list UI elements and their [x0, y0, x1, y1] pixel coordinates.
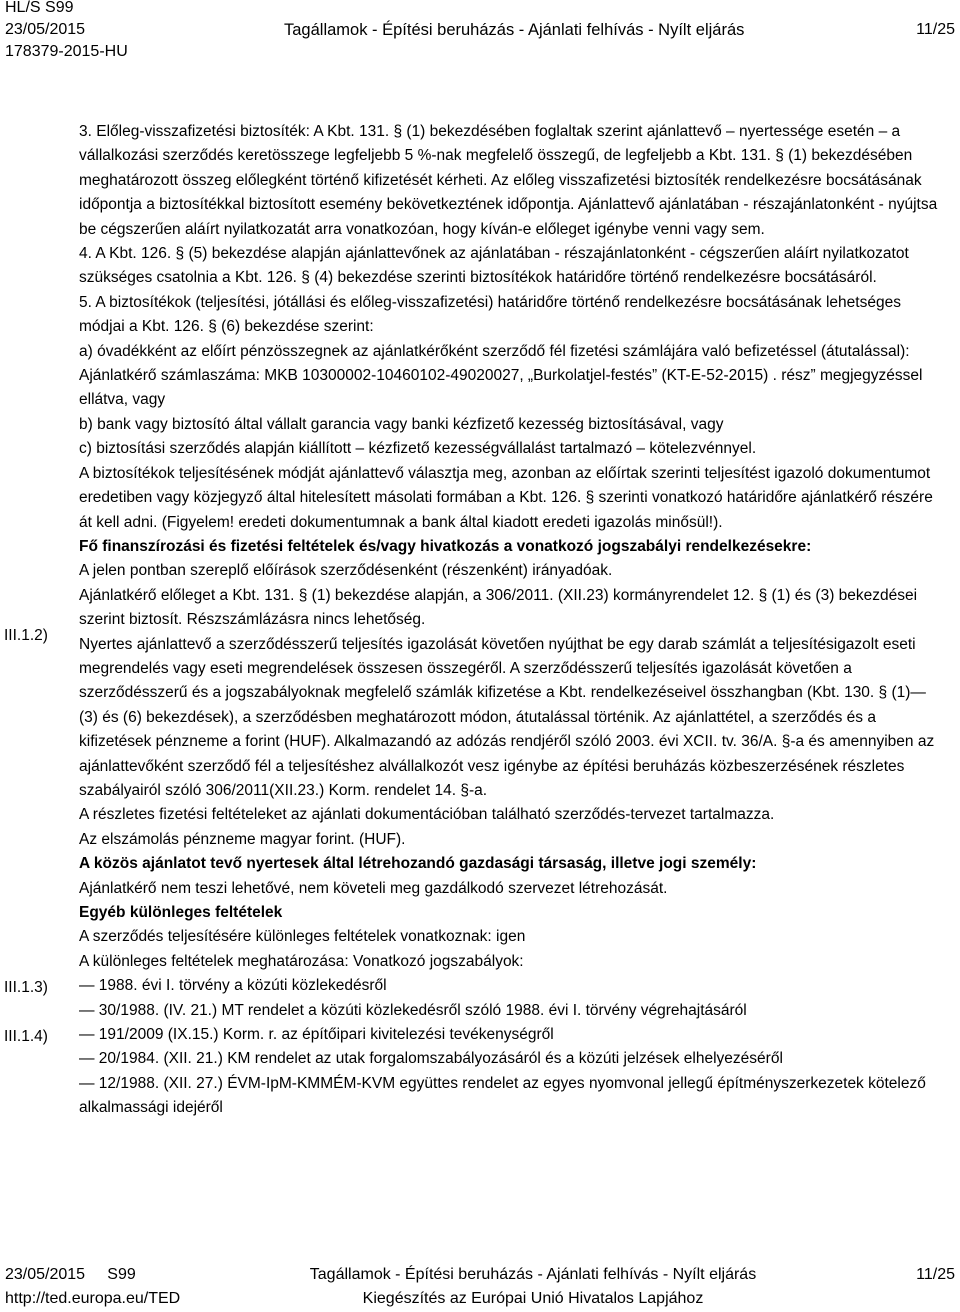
footer-meta	[5, 1264, 180, 1312]
header-date: 23/05/2015	[5, 21, 86, 38]
paragraph-joint-tender: Ajánlatkérő nem teszi lehetővé, nem követeli meg gazdálkodó szervezet létrehozását.	[79, 879, 668, 897]
footer-title-line2: Kiegészítés az Európai Unió Hivatalos Lapjához	[362, 1290, 704, 1307]
heading-financing: Fő finanszírozási és fizetési feltételek és/vagy hivatkozás a vonatkozó jogszabályi rendelkezésekre:	[79, 537, 812, 555]
section-number-iii-1-2: III.1.2)	[4, 627, 48, 644]
paragraph-guarantee-fulfilment: A biztosítékok teljesítésének módját ajánlattevő választja meg, azonban az előírtak szerinti teljesítést igazoló dokumentumot eredetiben vagy közjegyző által hitelesített másolati formában a Kbt. 126. § szerinti vonatkozó határidőre ajánlatkérő részére át kell adni. (Figyelem! eredeti dokumentumnak a bank által kiadott eredeti igazolás minősül!).	[79, 464, 933, 531]
paragraph-special-conditions-1: A szerződés teljesítésére különleges feltételek vonatkoznak: igen	[79, 928, 526, 946]
list-item: — 12/1988. (XII. 27.) ÉVM-IpM-KMMÉM-KVM együttes rendelet az egyes nyomvonal jellegű építményszerkezetek kötelező alkalmassági idejéről	[79, 1074, 926, 1117]
method-a-suffix: . rész” megjegyzéssel ellátva, vagy	[79, 367, 923, 409]
paragraph-method-a	[79, 340, 939, 413]
list-item: — 20/1984. (XII. 21.) KM rendelet az utak forgalomszabályozásáról és a közúti jelzések elhelyezéséről	[79, 1050, 783, 1068]
paragraph-advance-guarantee: 3. Előleg-visszafizetési biztosíték: A Kbt. 131. § (1) bekezdésében foglaltak szerint ajánlattevő – nyertessége esetén – a vállalkozási szerződés keretösszege legfeljebb 5 %-nak megfelelő összegű, de legfeljebb a Kbt. 131. § (1) bekezdésében meghatározott összeg előlegként történő kifizetését kérheti. Az előleg visszafizetési biztosíték rendelkezésre bocsátásának időpontja a biztosítékkal biztosított esemény bekövetkeztének időpontja. Ajánlattevő ajánlatában - részajánlatonként - nyújtsa be cégszerűen aláírt nyilatkozatát arra vonatkozóan, hogy kíván-e előleget igénybe venni vagy sem.	[79, 123, 938, 238]
header-page-number: 11/25	[916, 21, 955, 38]
paragraph-method-c: c) biztosítási szerződés alapján kiállított – kézfizető kezességvállalást tartalmazó – kötelezvénnyel.	[79, 440, 757, 458]
header-meta	[5, 0, 128, 63]
section-number-iii-1-3: III.1.3)	[4, 979, 48, 996]
paragraph-financing-5: Az elszámolás pénzneme magyar forint. (HUF).	[79, 830, 406, 848]
method-a-text: a) óvadékként az előírt pénzösszegnek az ajánlatkérőként szerződő fél fizetési számlájára való befizetéssel (átutalással): Ajánlatkérő számlaszáma: MKB 10300002-10460102-49020027, „Burkolatjel-festés” (KT-E-52-2015)	[79, 342, 910, 385]
list-item: — 30/1988. (IV. 21.) MT rendelet a közúti közlekedésről szóló 1988. évi I. törvény végrehajtásáról	[79, 1001, 747, 1019]
paragraph-financing-3: Nyertes ajánlattevő a szerződésszerű teljesítés igazolását követően nyújthat be egy darab számlát a teljesítésigazolt eseti megrendelés vagy eseti megrendelések összesen összegéről. A szerződésszerű teljesítés igazolását követően a szerződésszerű és a jogszabályoknak megfelelő számlák kifizetése a Kbt. rendelkezéseivel összhangban (Kbt. 130. § (1)—(3) és (6) bekezdések), a szerződésben meghatározott módon, átutalással történik. Az ajánlattétel, a szerződés és a kifizetések pénzneme a forint (HUF). Alkalmazandó az adózás rendjéről szóló 2003. évi XCII. tv. 36/A. §-a és amennyiben az ajánlattevőként szerződő fél a teljesítéshez alvállalkozót vesz igénybe az építési beruházás közbeszerzésének részletes szabályairól szóló 306/2011(XII.23.) Korm. rendelet 14. §-a.	[79, 635, 935, 799]
footer-title	[284, 1264, 782, 1312]
section-number-iii-1-4: III.1.4)	[4, 1028, 48, 1045]
paragraph-special-conditions-2: A különleges feltételek meghatározása: Vonatkozó jogszabályok:	[79, 952, 524, 970]
heading-joint-tender: A közös ajánlatot tevő nyertesek által létrehozandó gazdasági társaság, illetve jogi személy:	[79, 855, 757, 873]
paragraph-financing-1: A jelen pontban szereplő előírások szerződésenként (részenként) irányadóak.	[79, 562, 613, 580]
document-body	[79, 120, 939, 1121]
header-doc-code: HL/S S99	[5, 0, 74, 16]
list-item: — 1988. évi I. törvény a közúti közlekedésről	[79, 977, 387, 995]
paragraph-guarantee-methods: 5. A biztosítékok (teljesítési, jótállási és előleg-visszafizetési) határidőre történő rendelkezésre bocsátásának lehetséges módjai a Kbt. 126. § (6) bekezdése szerint:	[79, 293, 901, 336]
footer-url[interactable]: http://ted.europa.eu/TED	[5, 1290, 181, 1307]
paragraph-financing-4: A részletes fizetési feltételeket az ajánlati dokumentációban található szerződés-tervezet tartalmazza.	[79, 806, 775, 824]
paragraph-financing-2: Ajánlatkérő előleget a Kbt. 131. § (1) bekezdése alapján, a 306/2011. (XII.23) kormányrendelet 12. § (1) és (3) bekezdései szerint biztosít. Részszámlázásra nincs lehetőség.	[79, 586, 918, 629]
footer-page-number: 11/25	[916, 1266, 955, 1283]
heading-special-conditions: Egyéb különleges feltételek	[79, 904, 283, 921]
paragraph-guarantee-statement: 4. A Kbt. 126. § (5) bekezdése alapján ajánlattevőnek az ajánlatában - részajánlatonként - cégszerűen aláírt nyilatkozatot szükséges csatolnia a Kbt. 126. § (4) bekezdése szerinti biztosítékok határidőre történő rendelkezésre bocsátásáról.	[79, 245, 909, 287]
header-notice-id: 178379-2015-HU	[5, 43, 128, 60]
footer-date-series: 23/05/2015 S99	[5, 1266, 136, 1283]
footer-title-line1: Tagállamok - Építési beruházás - Ajánlati felhívás - Nyílt eljárás	[309, 1266, 757, 1283]
header-title: Tagállamok - Építési beruházás - Ajánlati felhívás - Nyílt eljárás	[284, 21, 745, 39]
list-item: — 191/2009 (IX.15.) Korm. r. az építőipari kivitelezési tevékenységről	[79, 1026, 554, 1044]
paragraph-method-b: b) bank vagy biztosító által vállalt garancia vagy banki kézfizető kezesség biztosításával, vagy	[79, 415, 724, 433]
